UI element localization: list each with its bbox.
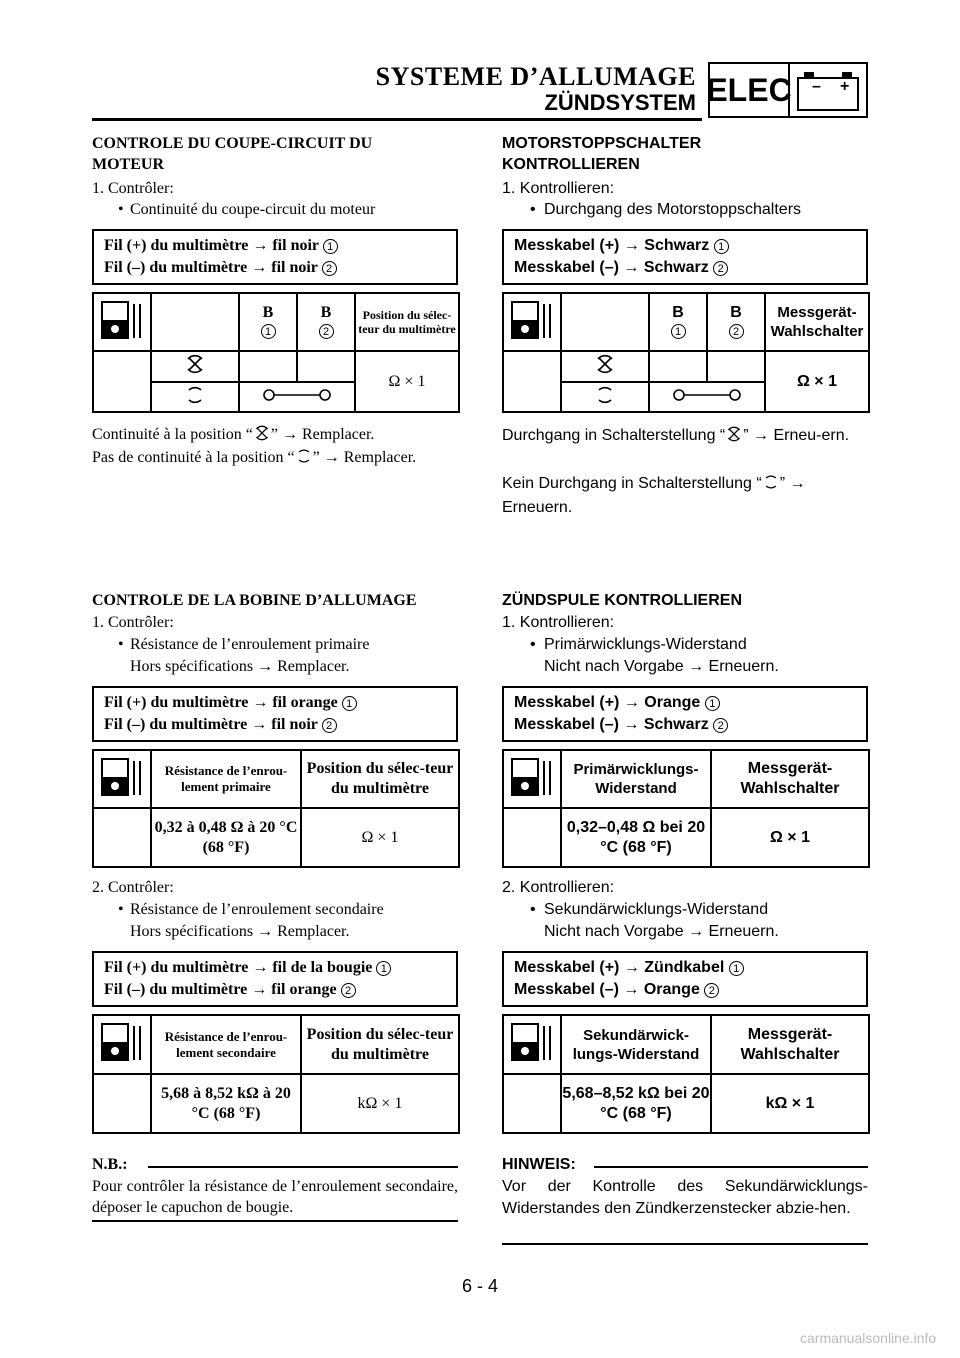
- circle-1: 1: [376, 961, 391, 976]
- de-s1-range: Ω × 1: [765, 351, 869, 412]
- fr-s1-bullet: •: [118, 201, 124, 218]
- header-title-fr: SYSTEME D’ALLUMAGE: [375, 62, 696, 91]
- fr-s2-bullet1: Résistance de l’enroulement primaire: [130, 636, 370, 653]
- fr-s2-spec2-line1: Fil (+) du multimètre → fil de la bougie: [104, 959, 373, 976]
- fr-s1-spec-line1: Fil (+) du multimètre → fil noir: [104, 237, 319, 254]
- de-s2-t1-col1: Primärwicklungs-Widerstand: [561, 750, 711, 808]
- circle-2: 2: [713, 261, 728, 276]
- fr-s2-bullet2-sub: Hors spécifications → Remplacer.: [130, 923, 350, 940]
- watermark: carmanualsonline.info: [800, 1330, 937, 1346]
- circle-1: 1: [261, 324, 276, 339]
- circle-2: 2: [729, 324, 744, 339]
- de-nb-text: Vor der Kontrolle des Sekundärwicklungs-Widerstandes den Zündkerzenstecker abzie-hen.: [502, 1178, 868, 1217]
- de-s1-note1-a: Durchgang in Schalterstellung “: [502, 427, 726, 444]
- multimeter-icon: [503, 1015, 561, 1074]
- fr-s2-t2-val: 5,68 à 8,52 kΩ à 20 °C (68 °F): [151, 1074, 301, 1133]
- fr-nb-label: N.B.:: [92, 1156, 128, 1173]
- switch-run-icon: [561, 382, 649, 412]
- de-s2-bullet2: Sekundärwicklungs-Widerstand: [544, 901, 769, 918]
- de-s1-step1: 1. Kontrollieren:: [502, 180, 615, 197]
- switch-run-icon: [151, 382, 239, 412]
- de-s2-bullet1: Primärwicklungs-Widerstand: [544, 636, 747, 653]
- fr-s1-title-line1: CONTROLE DU COUPE-CIRCUIT DU: [92, 135, 373, 152]
- de-s2-t1-col2: Messgerät-Wahlschalter: [711, 750, 869, 808]
- de-s2-spec2-line2: Messkabel (–) → Orange: [514, 981, 700, 998]
- de-s2-primary-table: [502, 749, 870, 868]
- de-s2-step2: 2. Kontrollieren:: [502, 879, 615, 896]
- page-number: 6 - 4: [461, 1276, 499, 1296]
- battery-icon: [790, 62, 868, 118]
- fr-s1-spec-box: [92, 229, 458, 285]
- de-s2-spec1-line2: Messkabel (–) → Schwarz: [514, 716, 709, 733]
- fr-s2-t2-col1: Résistance de l’enrou-lement secondaire: [151, 1015, 301, 1074]
- multimeter-icon: [93, 1015, 151, 1074]
- fr-s2-bullet: •: [118, 901, 124, 918]
- de-s1-continuity-table: [502, 292, 870, 413]
- multimeter-icon: [503, 750, 561, 808]
- de-s1-spec-box: [502, 229, 868, 285]
- fr-s1-note2-a: Pas de continuité à la position “: [92, 449, 295, 466]
- switch-off-icon: [725, 426, 743, 442]
- continuity-symbol: [239, 382, 355, 412]
- fr-s2-bullet1-sub: Hors spécifications → Remplacer.: [130, 658, 350, 675]
- de-s2-secondary-table: [502, 1014, 870, 1134]
- fr-s2-t2-col2: Position du sélec-teur du multimètre: [301, 1015, 459, 1074]
- circle-2: 2: [341, 983, 356, 998]
- multimeter-icon: [93, 293, 151, 351]
- fr-s2-bullet2: Résistance de l’enroulement secondaire: [130, 901, 384, 918]
- de-s2-bullet2-sub: Nicht nach Vorgabe → Erneuern.: [544, 923, 779, 940]
- fr-s1-col-sel: Position du sélec-teur du multimètre: [355, 293, 459, 351]
- fr-s1-continuity-table: [92, 292, 460, 413]
- de-s2-t2-range: kΩ × 1: [711, 1074, 869, 1133]
- fr-s2-spec2-box: [92, 951, 458, 1007]
- de-s2-title: ZÜNDSPULE KONTROLLIEREN: [502, 592, 742, 609]
- de-s1-note2: [502, 472, 868, 520]
- fr-s2-secondary-table: [92, 1014, 460, 1134]
- fr-s2-spec1-line1: Fil (+) du multimètre → fil orange: [104, 694, 338, 711]
- multimeter-icon: [93, 750, 151, 808]
- circle-1: 1: [671, 324, 686, 339]
- de-s1-note1-b: ” → Erneu-ern.: [743, 427, 850, 444]
- fr-s2-spec1-line2: Fil (–) du multimètre → fil noir: [104, 716, 318, 733]
- fr-s2-step1: 1. Contrôler:: [92, 614, 174, 631]
- fr-s1-title-line2: MOTEUR: [92, 156, 164, 173]
- de-s2-step1: 1. Kontrollieren:: [502, 614, 615, 631]
- de-s1-title-line2: KONTROLLIEREN: [502, 156, 640, 173]
- fr-s2-title: CONTROLE DE LA BOBINE D’ALLUMAGE: [92, 592, 417, 609]
- fr-s2-spec1-box: [92, 686, 458, 742]
- de-s2-spec2-box: [502, 951, 868, 1007]
- switch-run-icon: [762, 474, 780, 490]
- fr-nb-rule-top: [148, 1166, 458, 1168]
- switch-off-icon: [561, 351, 649, 382]
- fr-s2-step2: 2. Contrôler:: [92, 879, 174, 896]
- fr-s1-col-b1: B: [262, 304, 274, 321]
- fr-s1-rowhead-blank: [93, 351, 151, 412]
- fr-s2-spec2-line2: Fil (–) du multimètre → fil orange: [104, 981, 337, 998]
- fr-s1-step1: 1. Contrôler:: [92, 180, 174, 197]
- fr-s1-bullet1: Continuité du coupe-circuit du moteur: [130, 201, 376, 218]
- de-s1-spec-line1: Messkabel (+) → Schwarz: [514, 237, 710, 254]
- de-s1-spec-line2: Messkabel (–) → Schwarz: [514, 259, 709, 276]
- de-nb-label: HINWEIS:: [502, 1156, 576, 1173]
- fr-s1-col-b2: B: [320, 304, 332, 321]
- circle-1: 1: [705, 696, 720, 711]
- battery-minus: –: [812, 78, 821, 95]
- circle-2: 2: [713, 718, 728, 733]
- continuity-symbol: [649, 382, 765, 412]
- de-s2-t1-val: 0,32–0,48 Ω bei 20 °C (68 °F): [561, 808, 711, 867]
- de-s1-bullet1: Durchgang des Motorstoppschalters: [544, 201, 802, 218]
- switch-off-icon: [253, 425, 271, 441]
- de-s1-note2-b: ” → Erneuern.: [502, 475, 806, 516]
- circle-2: 2: [704, 983, 719, 998]
- de-s2-spec1-line1: Messkabel (+) → Orange: [514, 694, 701, 711]
- switch-run-icon: [295, 448, 313, 464]
- multimeter-icon: [503, 293, 561, 351]
- fr-s2-t2-range: kΩ × 1: [301, 1074, 459, 1133]
- header-title-de: ZÜNDSYSTEM: [544, 90, 696, 115]
- de-s1-col-b2: B: [730, 304, 742, 321]
- fr-s2-t1-col1: Résistance de l’enrou-lement primaire: [151, 750, 301, 808]
- fr-s1-note2: [92, 447, 416, 468]
- de-s2-bullet: •: [530, 901, 536, 918]
- de-nb-rule-bottom: [502, 1243, 868, 1245]
- fr-s1-note1-a: Continuité à la position “: [92, 426, 253, 443]
- circle-2: 2: [322, 261, 337, 276]
- fr-s1-note2-b: ” → Remplacer.: [312, 449, 417, 466]
- circle-1: 1: [714, 239, 729, 254]
- de-s1-title-line1: MOTORSTOPPSCHALTER: [502, 135, 702, 152]
- de-s1-col-sel: Messgerät-Wahlschalter: [765, 293, 869, 351]
- fr-s2-t1-col2: Position du sélec-teur du multimètre: [301, 750, 459, 808]
- fr-s2-t1-val: 0,32 à 0,48 Ω à 20 °C (68 °F): [151, 808, 301, 867]
- de-s1-bullet: •: [530, 201, 536, 218]
- circle-1: 1: [342, 696, 357, 711]
- fr-s2-bullet: •: [118, 636, 124, 653]
- fr-s1-spec-line2: Fil (–) du multimètre → fil noir: [104, 259, 318, 276]
- circle-1: 1: [729, 961, 744, 976]
- circle-2: 2: [319, 324, 334, 339]
- circle-2: 2: [322, 718, 337, 733]
- de-s1-note1: [502, 424, 868, 448]
- fr-s2-primary-table: [92, 749, 460, 868]
- de-s2-t1-range: Ω × 1: [711, 808, 869, 867]
- circle-1: 1: [323, 239, 338, 254]
- de-s2-spec2-line1: Messkabel (+) → Zündkabel: [514, 959, 725, 976]
- de-s2-t2-col1: Sekundärwick-lungs-Widerstand: [561, 1015, 711, 1074]
- fr-s1-note1: [92, 424, 374, 445]
- switch-off-icon: [151, 351, 239, 382]
- de-s2-spec1-box: [502, 686, 868, 742]
- battery-plus: +: [840, 78, 850, 95]
- de-s1-col-b1: B: [672, 304, 684, 321]
- de-s1-note2-a: Kein Durchgang in Schalterstellung “: [502, 475, 762, 492]
- de-s2-t2-val: 5,68–8,52 kΩ bei 20 °C (68 °F): [561, 1074, 711, 1133]
- fr-nb-rule-bottom: [92, 1220, 458, 1222]
- fr-nb-text: Pour contrôler la résistance de l’enroulement secondaire, déposer le capuchon de bougie.: [92, 1178, 458, 1216]
- fr-s2-t1-range: Ω × 1: [301, 808, 459, 867]
- de-s2-bullet: •: [530, 636, 536, 653]
- de-s2-t2-col2: Messgerät-Wahlschalter: [711, 1015, 869, 1074]
- fr-s1-range: Ω × 1: [355, 351, 459, 412]
- elec-tag: ELEC: [708, 62, 790, 118]
- de-s2-bullet1-sub: Nicht nach Vorgabe → Erneuern.: [544, 658, 779, 675]
- de-nb-rule-top: [594, 1166, 868, 1168]
- header-rule: [92, 118, 702, 121]
- fr-s1-note1-b: ” → Remplacer.: [270, 426, 375, 443]
- fr-s1-header-blank: [151, 293, 239, 351]
